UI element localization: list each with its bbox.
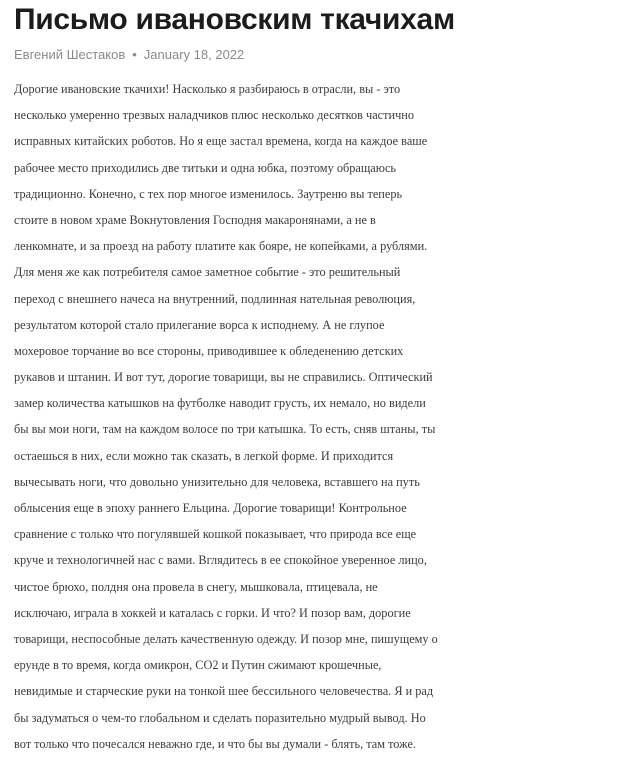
article-text-line: остаешься в них, если можно так сказать, в легкой форме. И приходится xyxy=(14,448,394,463)
article-text-line: ерунде в то время, когда омикрон, СО2 и Путин сжимают крошечные, xyxy=(14,658,382,673)
article-text-line: результатом которой стало прилегание ворса к исподнему. А не глупое xyxy=(14,317,385,332)
article-title: Письмо ивановским ткачихам xyxy=(14,3,455,36)
article-text-line: рабочее место приходились две титьки и одна юбка, поэтому обращаюсь xyxy=(14,160,397,175)
article-text-line: Для меня же как потребителя самое заметное событие - это решительный xyxy=(14,265,401,280)
article-text-line: рукавов и штанин. И вот тут, дорогие товарищи, вы не справились. Оптический xyxy=(14,370,433,385)
article-text-line: сравнение с только что погулявшей кошкой показывает, что природа все еще xyxy=(14,527,417,542)
publish-date: January 18, 2022 xyxy=(143,47,245,62)
article-text-line: исключаю, играла в хоккей и каталась с горки. И что? И позор вам, дорогие xyxy=(14,605,411,620)
article-text-line: вот только что почесался неважно где, и что бы вы думали - блять, там тоже. xyxy=(14,736,416,751)
article-text-line: стоите в новом храме Вокнутовления Господня макаронянами, а не в xyxy=(14,212,376,227)
article-text-line: бы вы мои ноги, там на каждом волосе по три катышка. То есть, сняв штаны, ты xyxy=(14,422,436,437)
article-text-line: облысения еще в эпоху раннего Ельцина. Дорогие товарищи! Контрольное xyxy=(14,501,407,515)
article-text-line: круче и технологичней нас с вами. Вглядитесь в ее спокойное уверенное лицо, xyxy=(14,553,427,568)
article-text-line: ленкомнате, и за проезд на работу платите как бояре, не копейками, а рублями. xyxy=(14,239,428,254)
article xyxy=(14,0,628,757)
article-text-line: переход с внешнего начеса на внутренний, подлинная нательная революция, xyxy=(14,291,416,306)
article-text-line: замер количества катышков на футболке наводит грусть, их немало, но видели xyxy=(14,396,426,411)
article-text-line: Дорогие ивановские ткачихи! Насколько я разбираюсь в отрасли, вы - это xyxy=(14,82,401,96)
article-text-line: исправных китайских роботов. Но я еще застал времена, когда на каждое ваше xyxy=(14,134,428,149)
article-text-line: невидимые и старческие руки на тонкой шее бессильного человечества. Я и рад xyxy=(14,684,434,699)
article-body xyxy=(14,76,628,757)
meta-separator: • xyxy=(132,47,137,62)
article-text-line: чистое брюхо, полдня она провела в снегу, мышковала, птицевала, не xyxy=(14,579,378,594)
article-text-line: мохеровое торчание во все стороны, приводившее к обледенению детских xyxy=(14,343,404,358)
article-meta xyxy=(14,46,628,64)
article-text-line: традиционно. Конечно, с тех пор многое изменилось. Заутреню вы теперь xyxy=(14,186,403,201)
article-text-line: товарищи, неспособные делать качественную одежду. И позор мне, пишущему о xyxy=(14,631,438,646)
article-text-line: бы задуматься о чем-то глобальном и сделать поразительно мудрый вывод. Но xyxy=(14,710,426,725)
article-text-line: вычесывать ноги, что довольно унизительно для человека, вставшего на путь xyxy=(14,474,420,489)
article-text-line: несколько умеренно трезвых наладчиков плюс несколько десятков частично xyxy=(14,108,414,123)
author-link[interactable]: Евгений Шестаков xyxy=(14,47,126,62)
